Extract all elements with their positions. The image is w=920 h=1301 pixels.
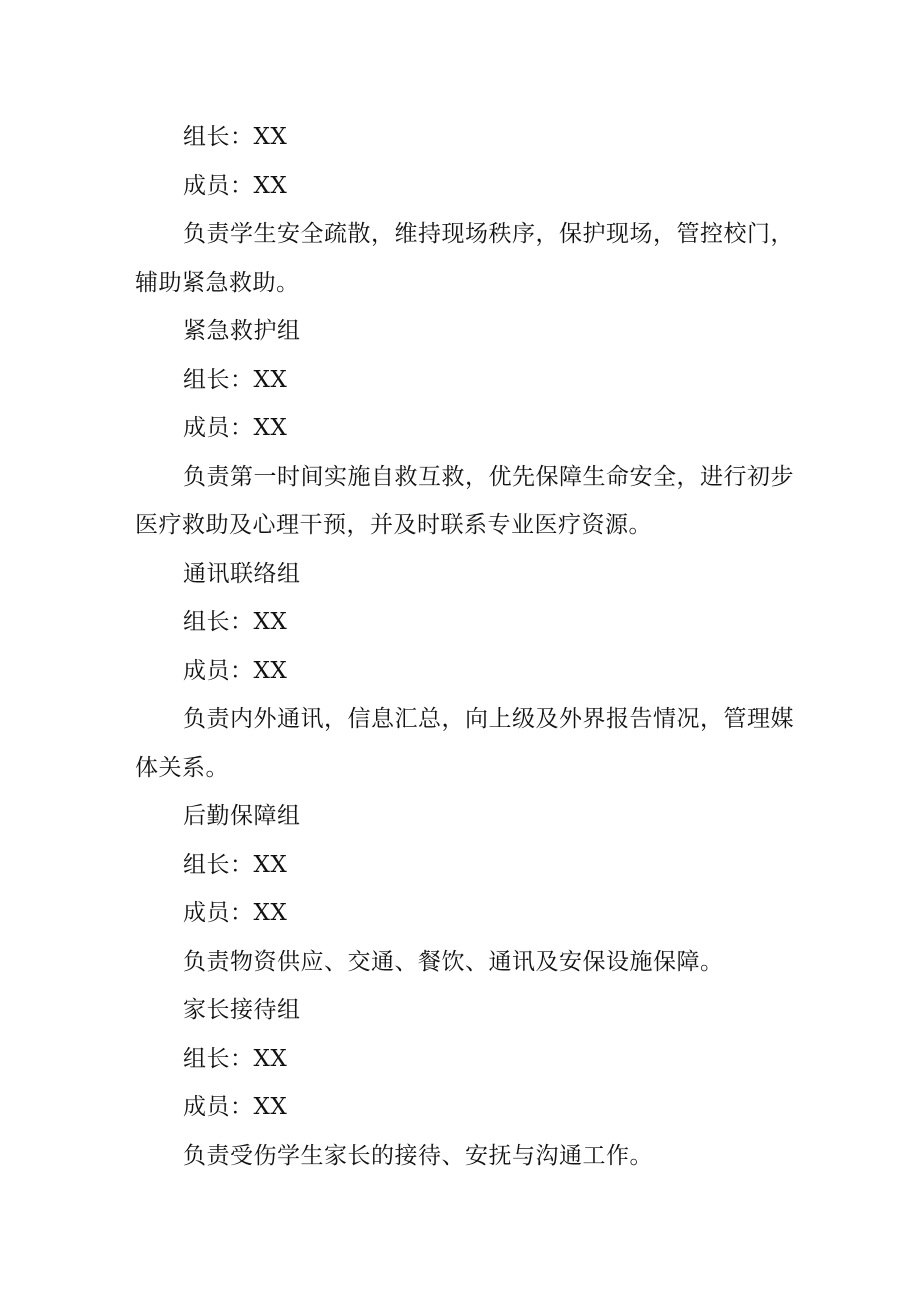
duty-description: 负责受伤学生家长的接待、安抚与沟通工作。	[183, 1143, 653, 1169]
member-line: 成员：XX	[183, 173, 288, 199]
member-line: 成员：XX	[183, 1094, 288, 1120]
leader-line: 组长：XX	[183, 609, 288, 635]
leader-line: 组长：XX	[183, 124, 288, 150]
duty-description-continued: 辅助紧急救助。	[135, 270, 300, 296]
duty-description: 负责物资供应、交通、餐饮、通讯及安保设施保障。	[183, 949, 724, 975]
leader-line: 组长：XX	[183, 367, 288, 393]
duty-description: 负责第一时间实施自救互救，优先保障生命安全，进行初步	[183, 464, 794, 490]
member-line: 成员：XX	[183, 900, 288, 926]
duty-description-continued: 医疗救助及心理干预，并及时联系专业医疗资源。	[135, 512, 652, 538]
group-heading-emergency-rescue: 紧急救护组	[183, 318, 301, 344]
member-line: 成员：XX	[183, 415, 288, 441]
duty-description: 负责学生安全疏散，维持现场秩序，保护现场，管控校门，	[183, 221, 794, 247]
duty-description-continued: 体关系。	[135, 755, 229, 781]
group-heading-logistics: 后勤保障组	[183, 803, 301, 829]
duty-description: 负责内外通讯，信息汇总，向上级及外界报告情况，管理媒	[183, 706, 794, 732]
leader-line: 组长：XX	[183, 1046, 288, 1072]
leader-line: 组长：XX	[183, 852, 288, 878]
group-heading-communication: 通讯联络组	[183, 561, 301, 587]
member-line: 成员：XX	[183, 658, 288, 684]
group-heading-parent-reception: 家长接待组	[183, 997, 301, 1023]
